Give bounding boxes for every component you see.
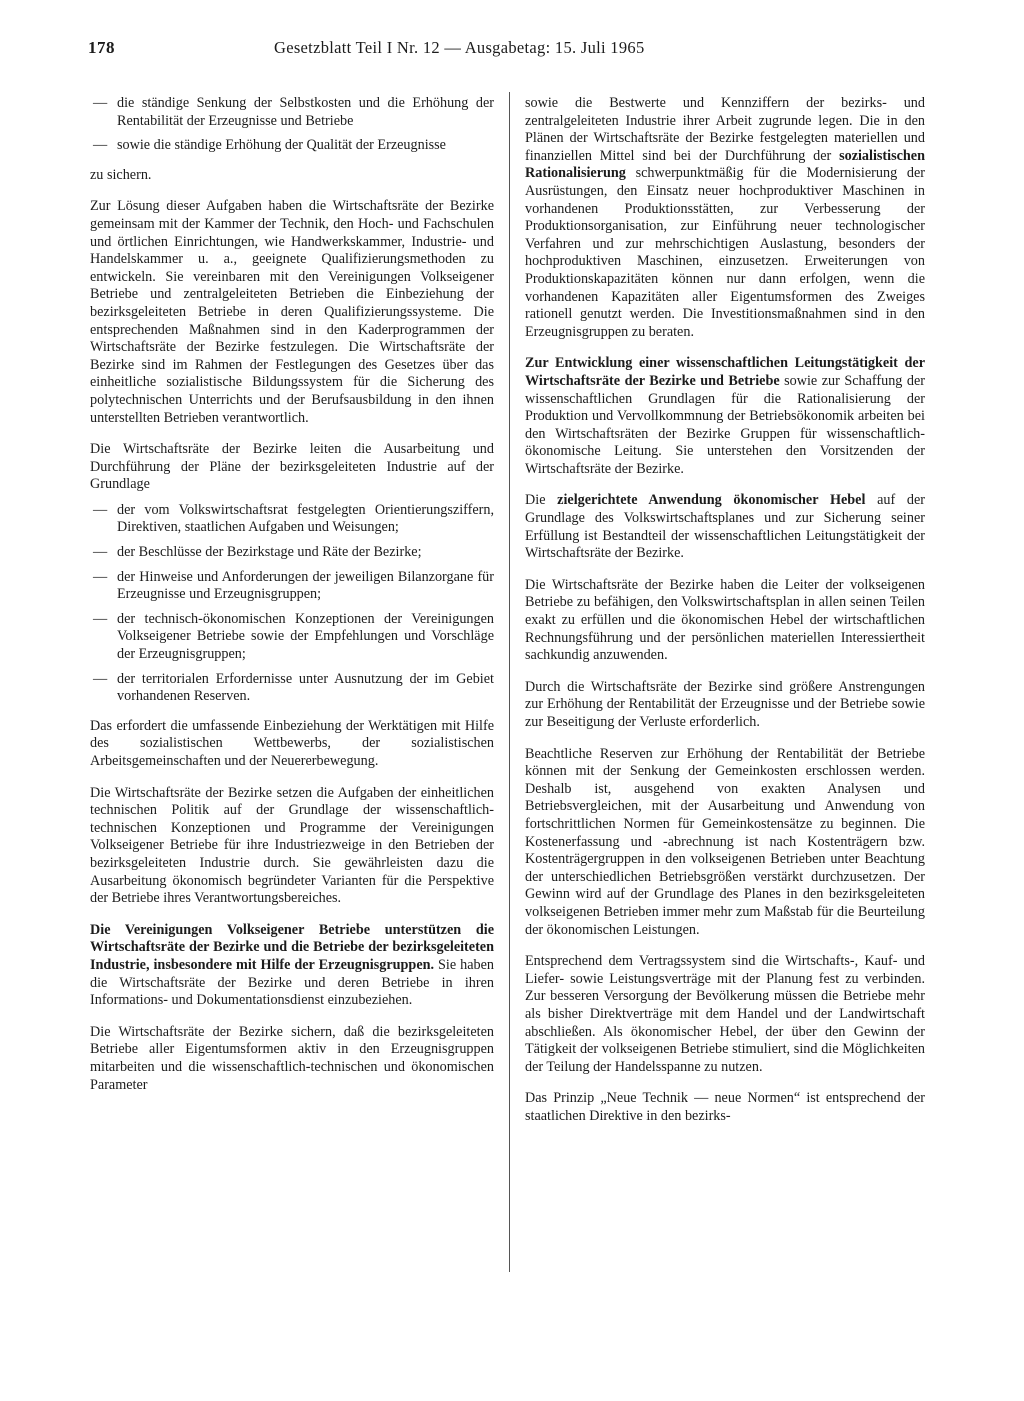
list-item: — die ständige Senkung der Selbstkosten und die Erhöhung der Rentabilität der Erzeugnisse und Betriebe bbox=[93, 95, 494, 129]
dash-bullet: — bbox=[93, 95, 108, 111]
paragraph: Die zielgerichtete Anwendung ökonomischer Hebel auf der Grundlage des Volkswirtschaftsplanes und zur Sicherung seiner Erfüllung ist Bestandteil der wissenschaftlichen Leitungstätigkeit der Wirtschaftsräte der Bezirke. bbox=[525, 492, 925, 562]
dash-bullet: — bbox=[93, 501, 108, 518]
list-item: — der Hinweise und Anforderungen der jeweiligen Bilanzorgane für Erzeugnisse und Erzeugnisgruppen; bbox=[93, 568, 494, 603]
paragraph: Entsprechend dem Vertragssystem sind die Wirtschafts-, Kauf- und Liefer- sowie Leistungsverträge mit der Planung fest zu verbinden. Zur besseren Versorgung der Bevölkerung müssen die Betriebe mehr als bisher Direktverträge mit dem Handel und der Landwirtschaft abschließen. Als ökonomischer Hebel, der über den Gewinn der Tätigkeit der volkseigenen Betriebe stimuliert, sind die Möglichkeiten der Teilung der Handelsspanne zu nutzen. bbox=[525, 953, 925, 1075]
list-item: — der vom Volkswirtschaftsrat festgelegten Orientierungsziffern, Direktiven, staatlichen Aufgaben und Weisungen; bbox=[93, 501, 494, 536]
paragraph: Die Vereinigungen Volkseigener Betriebe unterstützen die Wirtschaftsräte der Bezirke und die Betriebe der bezirksgeleiteten Industrie, insbesondere mit Hilfe der Erzeugnisgruppen. Sie haben die Wirtschaftsräte der Bezirke und deren Betriebe in ihren Informations- und Dokumentationsdienst einzubeziehen. bbox=[90, 921, 494, 1009]
paragraph: zu sichern. bbox=[90, 166, 152, 183]
page-number: 178 bbox=[88, 38, 115, 57]
dash-bullet: — bbox=[93, 137, 108, 154]
list-item: — sowie die ständige Erhöhung der Qualität der Erzeugnisse bbox=[93, 137, 446, 154]
paragraph: Die Wirtschaftsräte der Bezirke setzen die Aufgaben der einheitlichen technischen Politik auf der Grundlage der wissenschaftlich-technischen Konzeptionen und Programme der Vereinigungen Volkseigener Betriebe für ihre Industriezweige in den Betrieben der bezirksgeleiteten Industrie durch. Sie gewährleisten dazu die Ausarbeitung ökonomisch begründeter Varianten für die Perspektive der Betriebe ihres Verantwortungsbereiches. bbox=[90, 784, 494, 907]
paragraph: Das erfordert die umfassende Einbeziehung der Werktätigen mit Hilfe des sozialistischen Wettbewerbs, der sozialistischen Arbeitsgemeinschaften und der Neuererbewegung. bbox=[90, 717, 494, 769]
bold-lead: Die Vereinigungen Volkseigener Betriebe unterstützen die Wirtschaftsräte der Bezirke und die Betriebe der bezirksgeleiteten Industrie, insbesondere mit Hilfe der Erzeugnisgruppen. bbox=[90, 921, 494, 973]
column-divider bbox=[509, 92, 510, 1272]
paragraph: Die Wirtschaftsräte der Bezirke sichern, daß die bezirksgeleiteten Betriebe aller Eigentumsformen aktiv in den Erzeugnisgruppen mitarbeiten und die wissenschaftlich-technischen und ökonomischen Parameter bbox=[90, 1023, 494, 1093]
bold-term: zielgerichtete Anwendung ökonomischer Hebel bbox=[557, 492, 866, 509]
running-head: Gesetzblatt Teil I Nr. 12 — Ausgabetag: 15. Juli 1965 bbox=[274, 38, 645, 57]
paragraph: Beachtliche Reserven zur Erhöhung der Rentabilität der Betriebe können mit der Senkung der Gemeinkosten erschlossen werden. Deshalb ist, ausgehend von exakten Analysen und Betriebsvergleichen, mit der Ausarbeitung und Anwendung von fortschrittlichen Normen für Gemeinkostensätze zu beginnen. Die Kostenerfassung und -abrechnung ist nach Kostenträgern bzw. Kostenträgergruppen in den volkseigenen Betrieben unter Beachtung der unterschiedlichen Betriebsgrößen verstärkt durchzusetzen. Der Gewinn wird auf der Grundlage des Planes in den bezirksgeleiteten volkseigenen Betrieben immer mehr zum Maßstab für die Beurteilung der ökonomischen Leistungen. bbox=[525, 745, 925, 938]
dash-bullet: — bbox=[93, 544, 108, 561]
dash-bullet: — bbox=[93, 568, 108, 585]
list-item: — der Beschlüsse der Bezirkstage und Räte der Bezirke; bbox=[93, 544, 422, 561]
bold-lead: Zur Entwicklung einer wissenschaftlichen Leitungstätigkeit der Wirtschaftsräte der Bezirke und Betriebe bbox=[525, 355, 925, 389]
dash-bullet: — bbox=[93, 670, 108, 687]
paragraph: Zur Entwicklung einer wissenschaftlichen Leitungstätigkeit der Wirtschaftsräte der Bezirke und Betriebe sowie zur Schaffung der wissenschaftlichen Grundlagen für die Rationalisierung der Produktion und Vervollkommnung der Betriebsökonomik arbeiten bei den Wirtschaftsräten der Bezirke Gruppen für wissenschaftlich-ökonomische Leitung. Sie unterstehen den Vorsitzenden der Wirtschaftsräte der Bezirke. bbox=[525, 355, 925, 477]
paragraph: Zur Lösung dieser Aufgaben haben die Wirtschaftsräte der Bezirke gemeinsam mit der Kammer der Technik, den Hoch- und Fachschulen und örtlichen Einrichtungen, wie Handwerkskammer, Industrie- und Handelskammer u. a., geeignete Qualifizierungsmethoden zu entwickeln. Sie vereinbaren mit den Vereinigungen Volkseigener Betriebe und zentralgeleiteten Betrieben die Einbeziehung der bezirksgeleiteten Betriebe in deren Qualifizierungssysteme. Die entsprechenden Maßnahmen sind in den Kaderprogrammen der Wirtschaftsräte der Bezirke festzulegen. Die Wirtschaftsräte der Bezirke sind im Rahmen der Festlegungen des Gesetzes über das einheitliche sozialistische Bildungssystem für die Sicherung des polytechnischen Unterrichts und der Berufsausbildung in den ihnen unterstellten Betrieben verantwortlich. bbox=[90, 198, 494, 426]
paragraph: Das Prinzip „Neue Technik — neue Normen“ ist entsprechend der staatlichen Direktive in den bezirks- bbox=[525, 1090, 925, 1124]
paragraph: Die Wirtschaftsräte der Bezirke haben die Leiter der volkseigenen Betriebe zu befähigen, den Volkswirtschaftsplan in allen seinen Teilen exakt zu erfüllen und die ökonomischen Hebel der wirtschaftlichen Rechnungsführung und der persönlichen materiellen Interessiertheit sachkundig anzuwenden. bbox=[525, 576, 925, 664]
page-header bbox=[88, 38, 924, 66]
left-column bbox=[90, 95, 494, 1108]
right-column bbox=[525, 95, 925, 1139]
paragraph: Durch die Wirtschaftsräte der Bezirke sind größere Anstrengungen zur Erhöhung der Rentabilität der Erzeugnisse und der Betriebe sowie zur Beseitigung der Verluste erforderlich. bbox=[525, 678, 925, 730]
bold-term: sozialistischen Rationalisierung bbox=[525, 147, 925, 182]
dash-bullet: — bbox=[93, 610, 108, 627]
paragraph: sowie die Bestwerte und Kennziffern der bezirks- und zentralgeleiteten Industrie ihrer Arbeit zugrunde legen. Die in den Plänen der Wirtschaftsräte der Bezirke festgelegten materiellen und finanziellen Mittel sind bei der Durchführung der sozialistischen Rationalisierung schwerpunktmäßig für die Modernisierung der Ausrüstungen, den Einsatz neuer hochproduktiver Maschinen in vorhandenen Produktionsstätten, zur Verbesserung der Produktionsorganisation, zur Einführung neuer technologischer Verfahren und zur mehrschichtigen Auslastung, besonders der hochproduktiven Maschinen, einzusetzen. Erweiterungen von Produktionskapazitäten können nur dann erfolgen, wenn die vorhandenen Kapazitäten aller Eigentumsformen des Zweiges rationell genutzt werden. Die Investitionsmaßnahmen sind in den Erzeugnisgruppen zu beraten. bbox=[525, 95, 925, 340]
list-item: — der technisch-ökonomischen Konzeptionen der Vereinigungen Volkseigener Betriebe sowie der Empfehlungen und Vorschläge der Erzeugnisgruppen; bbox=[93, 610, 494, 663]
paragraph: Die Wirtschaftsräte der Bezirke leiten die Ausarbeitung und Durchführung der Pläne der bezirksgeleiteten Industrie auf der Grundlage bbox=[90, 441, 494, 493]
list-item: — der territorialen Erfordernisse unter Ausnutzung der im Gebiet vorhandenen Reserven. bbox=[93, 670, 494, 705]
